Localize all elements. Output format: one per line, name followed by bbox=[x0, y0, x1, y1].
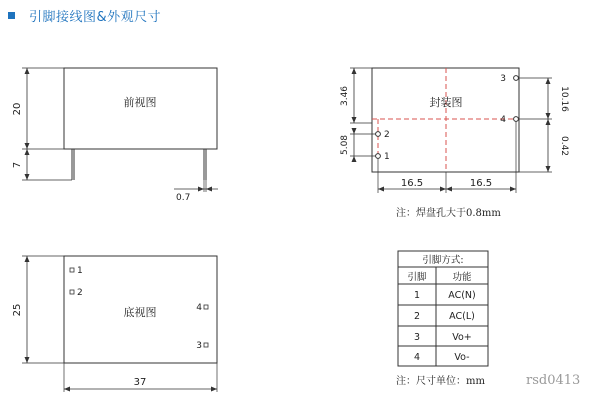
bottom-view-label: 底视图 bbox=[123, 306, 157, 319]
bottom-pin-3-marker bbox=[204, 343, 208, 347]
pin-table-cell: 3 bbox=[413, 332, 421, 343]
bottom-pin-3-label: 3 bbox=[196, 341, 202, 351]
package-left-gap-dim: 5.08 bbox=[340, 134, 350, 156]
pin-table-frame bbox=[398, 251, 488, 366]
bottom-pin-4-label: 4 bbox=[196, 303, 202, 313]
package-pin-3-hole bbox=[514, 76, 519, 81]
pin-table-cell: 2 bbox=[413, 311, 421, 322]
pin-table-header-pin: 引脚 bbox=[407, 272, 427, 283]
section-title: 引脚接线图&外观尺寸 bbox=[29, 10, 162, 25]
bottom-pin-1-label: 1 bbox=[77, 266, 83, 276]
package-center-marks bbox=[372, 68, 519, 172]
bottom-pin-2-marker bbox=[70, 290, 74, 294]
package-right-lower-dim: 0.42 bbox=[559, 135, 569, 157]
pin-table-cell: Vo+ bbox=[452, 332, 472, 343]
pin-table-cell: Vo- bbox=[454, 352, 470, 363]
package-pin-1-label: 1 bbox=[384, 152, 390, 162]
package-pin-1-hole bbox=[376, 154, 381, 159]
package-pin-3-label: 3 bbox=[500, 74, 506, 84]
package-right-upper-dim: 10.16 bbox=[559, 86, 569, 112]
package-note: 注：焊盘孔大于0.8mm bbox=[396, 208, 501, 219]
footer-note: 注：尺寸单位：mm bbox=[396, 376, 485, 387]
package-bottom-right-dim: 16.5 bbox=[469, 178, 493, 189]
watermark: rsd0413 bbox=[526, 373, 581, 388]
front-pin-width-dim: 0.7 bbox=[176, 193, 191, 203]
package-pin-2-hole bbox=[376, 132, 381, 137]
bottom-height-dim: 25 bbox=[12, 303, 23, 317]
front-pin-length-dim: 7 bbox=[12, 161, 23, 169]
pin-table-cell: 1 bbox=[413, 290, 421, 301]
front-height-dim: 20 bbox=[12, 102, 23, 116]
package-top-dim: 3.46 bbox=[340, 85, 350, 107]
pin-table-cell: 4 bbox=[413, 352, 421, 363]
bottom-pin-4-marker bbox=[204, 305, 208, 309]
package-view-label: 封装图 bbox=[429, 96, 463, 109]
pin-table-cell: AC(L) bbox=[449, 311, 475, 322]
pin-table-header-function: 功能 bbox=[452, 272, 472, 283]
package-pin-2-label: 2 bbox=[384, 130, 390, 140]
front-view-label: 前视图 bbox=[123, 96, 157, 109]
bottom-pin-1-marker bbox=[70, 268, 74, 272]
pin-table-title: 引脚方式: bbox=[422, 255, 464, 266]
package-pin-4-hole bbox=[514, 117, 519, 122]
package-pin-4-label: 4 bbox=[500, 115, 506, 125]
package-bottom-left-dim: 16.5 bbox=[400, 178, 424, 189]
pin-table-cell: AC(N) bbox=[448, 290, 476, 301]
bottom-width-dim: 37 bbox=[133, 377, 147, 388]
bottom-pin-2-label: 2 bbox=[77, 288, 83, 298]
